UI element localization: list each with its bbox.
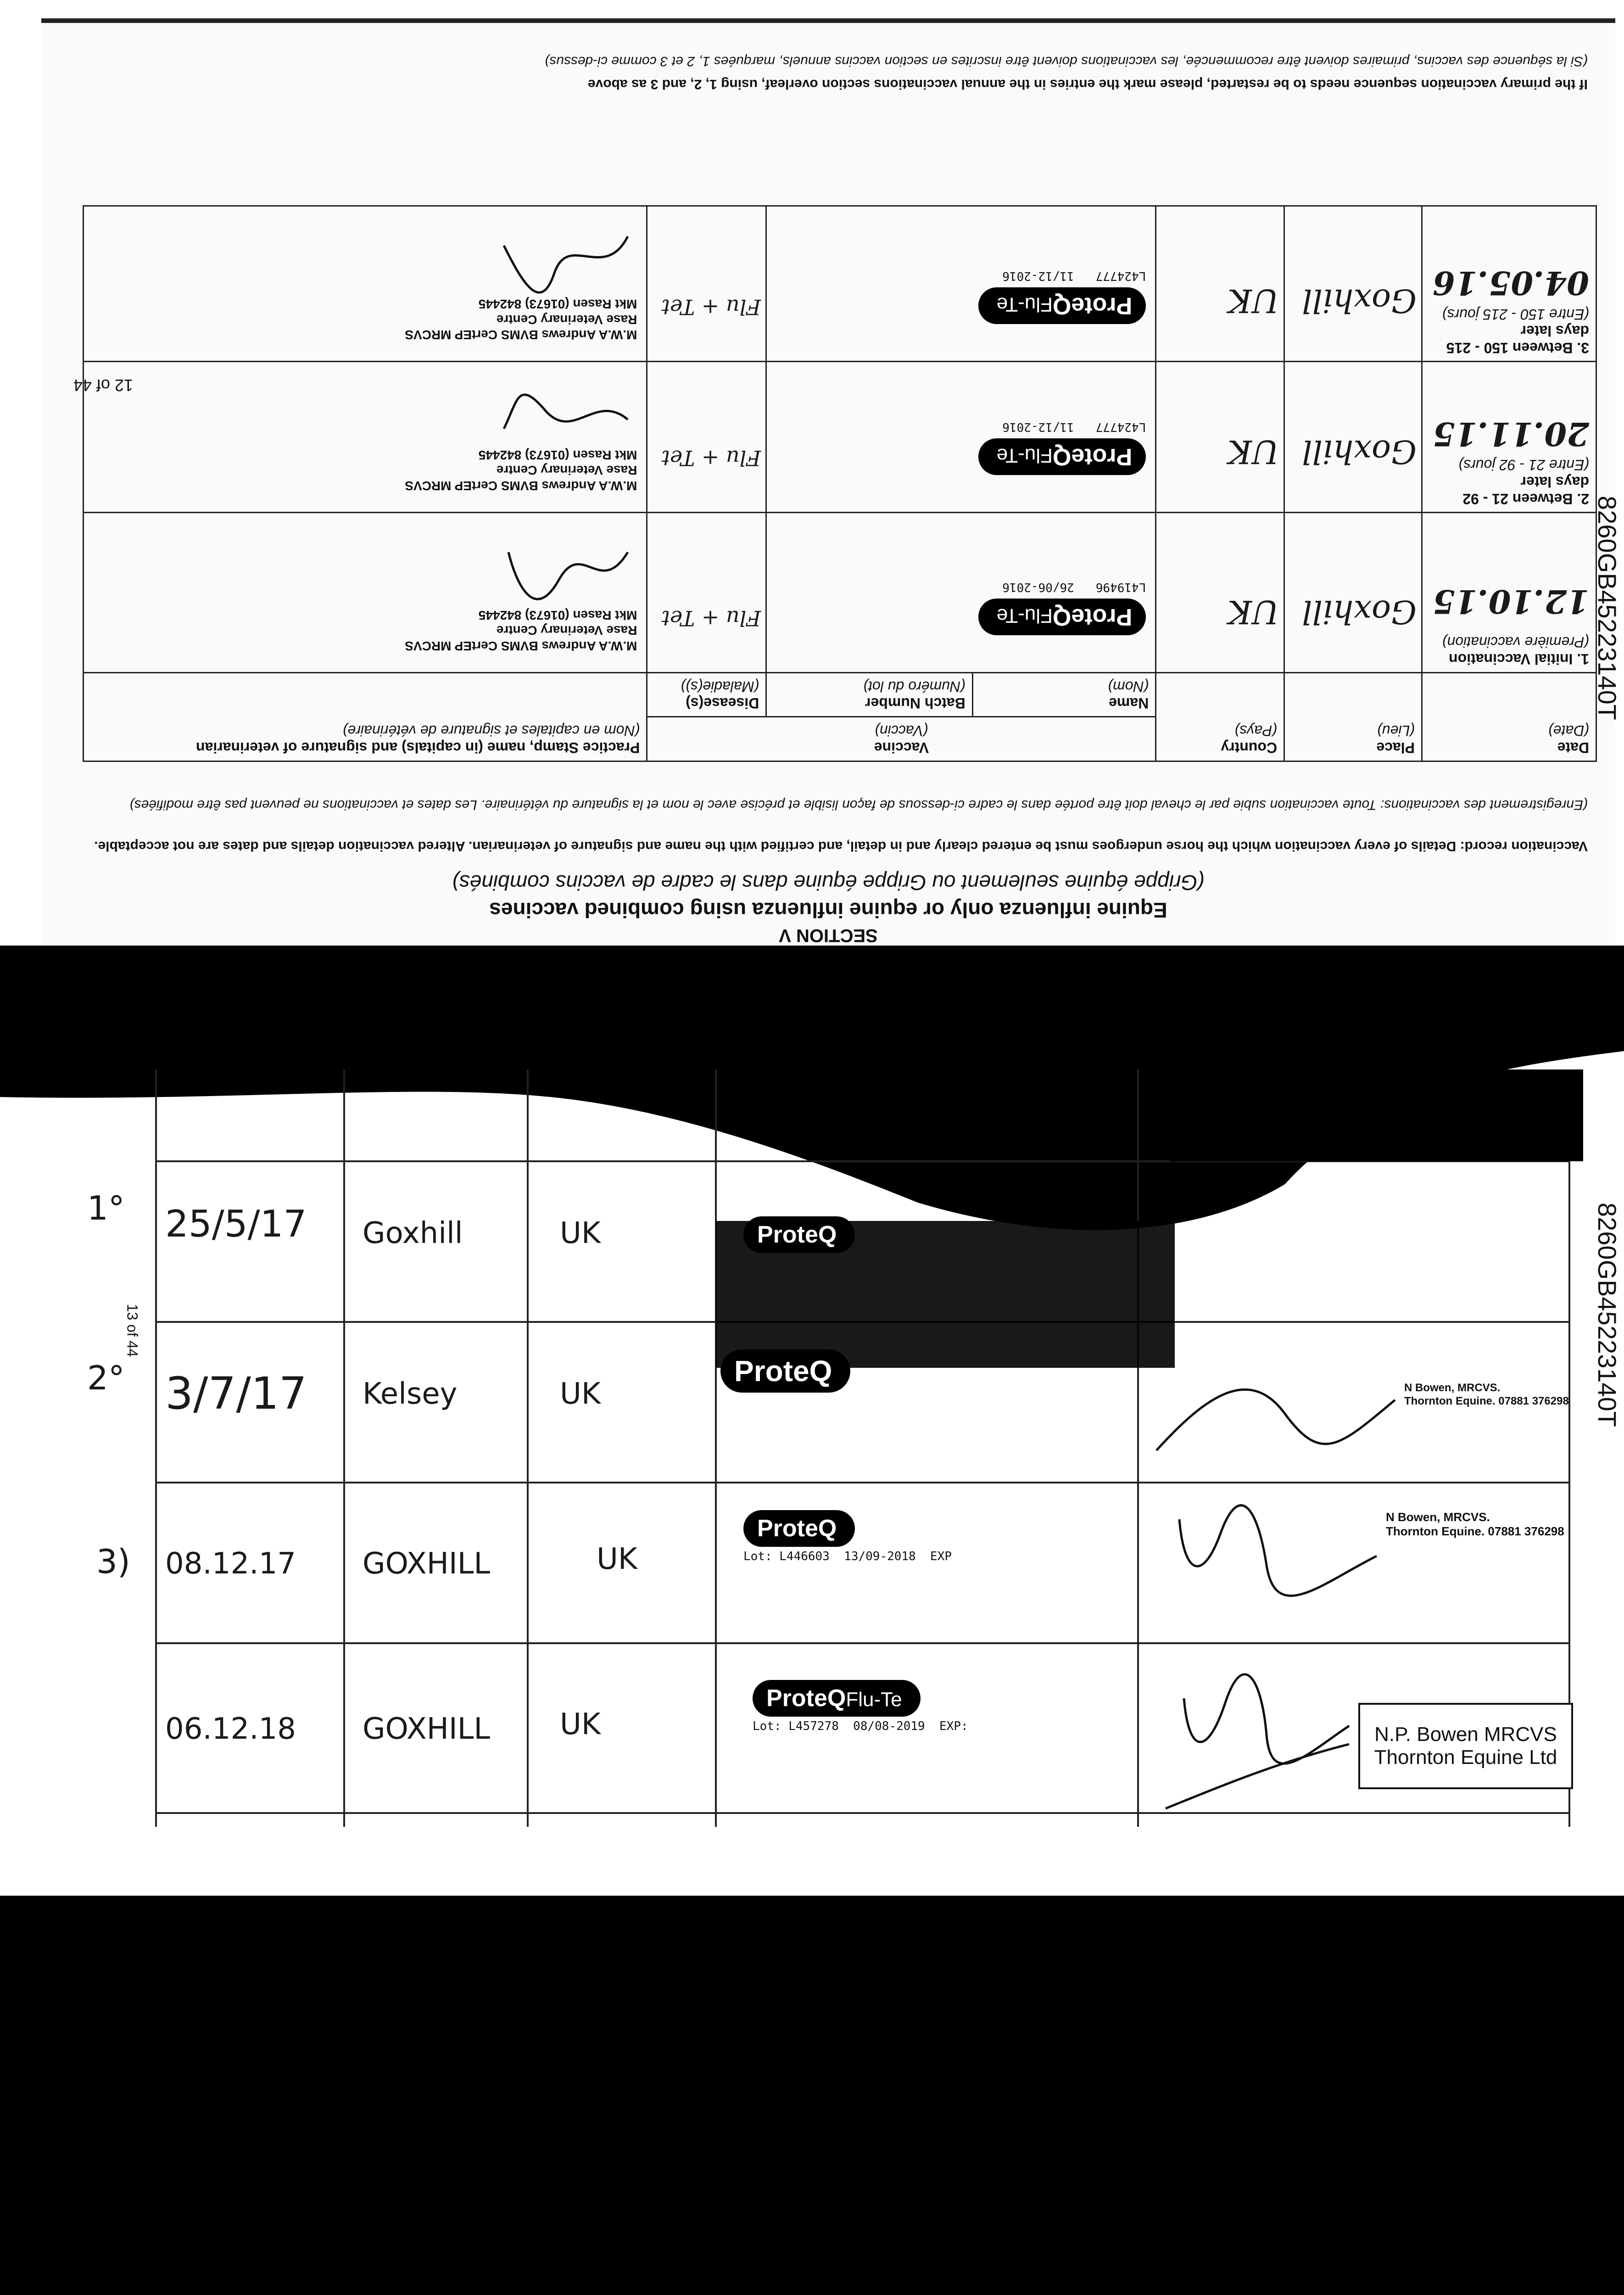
page-number: 13 of 44 [124, 1304, 141, 1357]
header-vaccine: Vaccine (Vaccin) [647, 717, 1156, 761]
expiry-date: 11/12-2016 [1002, 269, 1074, 283]
date-handwritten: 25/5/17 [165, 1203, 307, 1245]
header-disease: Disease(s) (Maladie(s)) [647, 672, 766, 717]
date-handwritten: 12.10.15 [1433, 582, 1589, 621]
lot-number: L424777 [1095, 420, 1146, 434]
vaccine-label-cell [766, 362, 1156, 513]
page-number: 12 of 44 [73, 376, 133, 395]
vet-signature [1156, 1652, 1358, 1818]
place-cell: Goxhill [1284, 362, 1422, 513]
vet-signature [1147, 1345, 1404, 1464]
place-cell: Goxhill [1284, 206, 1422, 362]
expiry-date: 26/06-2016 [1002, 580, 1074, 594]
vaccine-sticker: ProteQ [743, 1216, 855, 1253]
header-name: Name (Nom) [972, 672, 1156, 717]
disease-cell: Flu + Tet [647, 206, 766, 362]
vet-cell [84, 206, 647, 362]
table-row [84, 513, 1596, 673]
expiry-date: 08/08-2019 [853, 1719, 925, 1733]
vet-stamp: M.W.A Andrews BVMS CertEP MRCVS Rase Veterinary Centre Mkt Rasen (01673) 842445 [405, 297, 637, 342]
vaccine-sticker: ProteQ Lot: L446603 13/09-2018 EXP [743, 1510, 952, 1563]
vet-signature [499, 383, 637, 447]
vet-signature [1166, 1492, 1386, 1611]
vaccination-table [83, 205, 1597, 762]
date-handwritten: 08.12.17 [165, 1547, 296, 1581]
vet-stamp: M.W.A Andrews BVMS CertEP MRCVS Rase Veterinary Centre Mkt Rasen (01673) 842445 [405, 448, 637, 493]
country-cell: UK [1156, 362, 1284, 513]
section-title: Equine influenza only or equine influenza using combined vaccines [489, 898, 1167, 922]
record-note-fr: (Enregistrement des vaccinations: Toute vaccination subie par le cheval doit être portée dans le cadre ci-dessous de façon lisible et précise avec le nom et la signature du vétérinaire. Les dates et vaccinations ne peuvent pas être modifiées) [129, 797, 1588, 812]
header-place: Place (Lieu) [1284, 672, 1422, 761]
footnote: If the primary vaccination sequence needs to be restarted, please mark the entries in the annual vaccinations section overleaf, using 1, 2, and 3 as above [587, 77, 1588, 92]
upper-page [41, 18, 1615, 955]
date-handwritten: 20.11.15 [1433, 414, 1589, 453]
vet-cell [84, 513, 647, 673]
vaccine-sticker: ProteQFlu-Te [978, 599, 1146, 635]
place-cell: Goxhill [1284, 513, 1422, 673]
vet-stamp: N Bowen, MRCVS. Thornton Equine. 07881 376298 [1404, 1382, 1569, 1407]
stage-cell: 1. Initial Vaccination (Première vaccination) 12.10.15 [1422, 513, 1596, 673]
header-date: Date (Date) [1422, 672, 1596, 761]
vet-cell [84, 362, 647, 513]
lower-page [46, 1069, 1602, 1909]
lot-number: L446603 [779, 1550, 830, 1563]
lot-number: L457278 [788, 1719, 839, 1733]
place-handwritten: Goxhill [363, 1216, 463, 1250]
stage-cell: 3. Between 150 - 215 days later (Entre 150 - 215 jours) 04.05.16 [1422, 206, 1596, 362]
scan-background [0, 1896, 1624, 2295]
place-handwritten: GOXHILL [363, 1547, 491, 1581]
vet-stamp-box: N.P. Bowen MRCVS Thornton Equine Ltd [1358, 1703, 1573, 1789]
lot-number: L419496 [1095, 580, 1146, 594]
document-id-lower: 8260GB45223140T [1593, 1203, 1622, 1427]
country-handwritten: UK [597, 1542, 637, 1576]
upper-page-content [41, 23, 1615, 955]
date-handwritten: 04.05.16 [1433, 263, 1589, 302]
lot-number: L424777 [1095, 269, 1146, 283]
vaccine-sticker: ProteQFlu-Te [978, 287, 1146, 324]
vaccine-sticker: ProteQFlu-Te [978, 438, 1146, 475]
place-handwritten: GOXHILL [363, 1712, 491, 1746]
stage-cell: 2. Between 21 - 92 days later (Entre 21 - 92 jours) 20.11.15 [1422, 362, 1596, 513]
disease-cell: Flu + Tet [647, 513, 766, 673]
expiry-date: 13/09-2018 [844, 1550, 916, 1563]
country-cell: UK [1156, 206, 1284, 362]
vet-stamp: N Bowen, MRCVS. Thornton Equine. 07881 376298 [1386, 1510, 1564, 1539]
section-title-fr: (Grippe équine seulement ou Grippe équine dans le cadre de vaccins combinés) [452, 871, 1205, 895]
header-country: Country (Pays) [1156, 672, 1284, 761]
vaccine-label-cell [766, 513, 1156, 673]
country-cell: UK [1156, 513, 1284, 673]
row-marker: 3) [96, 1542, 130, 1581]
footnote-fr: (Si la séquence des vaccins, primaires doivent être recommencée, les vaccinations doivent être inscrites en section vaccins annuels, marquées 1, 2 et 3 comme ci-dessus) [545, 54, 1588, 69]
place-handwritten: Kelsey [363, 1377, 458, 1411]
vet-signature [499, 534, 637, 607]
table-row [84, 362, 1596, 513]
table-header-row [84, 717, 1596, 761]
country-handwritten: UK [560, 1216, 601, 1250]
table-row [84, 206, 1596, 362]
row-marker: 1° [87, 1189, 125, 1227]
expiry-date: 11/12-2016 [1002, 420, 1074, 434]
country-handwritten: UK [560, 1707, 601, 1741]
header-batch: Batch Number (Numéro du lot) [766, 672, 973, 717]
section-heading: SECTION V [779, 925, 878, 946]
country-handwritten: UK [560, 1377, 601, 1411]
vet-stamp: N Bowen, MRCVS. Thornton Equine. 07881 376298 [1312, 1244, 1477, 1270]
record-note: Vaccination record: Details of every vaccination which the horse undergoes must be entered clearly and in detail, and certified with the name and signature of veterinarian. Altered vaccination details and dates are not acceptable. [94, 839, 1588, 854]
vet-signature [499, 227, 637, 296]
date-handwritten: 3/7/17 [165, 1368, 307, 1419]
vaccine-sticker: ProteQ [720, 1349, 850, 1393]
row-marker: 2° [87, 1359, 125, 1397]
vaccine-label-cell [766, 206, 1156, 362]
document-id-upper: 8260GB45223140T [1593, 496, 1622, 720]
disease-cell: Flu + Tet [647, 362, 766, 513]
vaccine-sticker: ProteQFlu-Te Lot: L457278 08/08-2019 EXP: [753, 1680, 968, 1733]
date-handwritten: 06.12.18 [165, 1712, 296, 1746]
vet-stamp: M.W.A Andrews BVMS CertEP MRCVS Rase Veterinary Centre Mkt Rasen (01673) 842445 [405, 608, 637, 653]
header-practice: Practice Stamp, name (in capitals) and signature of veterinarian (Nom en capitales et signature de vétérinaire) [84, 672, 647, 761]
